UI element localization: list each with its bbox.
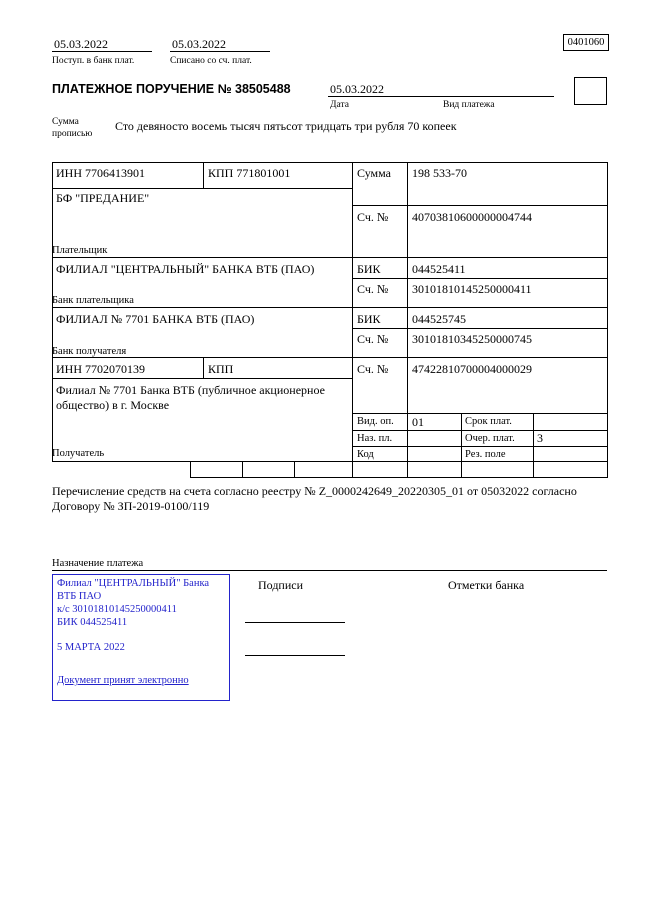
payer-name: БФ "ПРЕДАНИЕ" — [56, 191, 150, 205]
divider-line — [52, 257, 607, 258]
divider-line — [352, 278, 607, 279]
document-date-value: 05.03.2022 — [330, 82, 384, 96]
bank-stamp — [52, 574, 230, 701]
payer-label: Плательщик — [52, 245, 108, 256]
date-received-underline — [52, 51, 152, 52]
ocher-plat-label: Очер. плат. — [465, 433, 515, 444]
ocher-plat-value: 3 — [537, 431, 543, 445]
payer-inn: ИНН 7706413901 — [56, 166, 145, 180]
payee-bank-bik: 044525745 — [412, 312, 466, 326]
purpose-text: Перечисление средств на счета согласно реестру № Z_0000242649_20220305_01 от 05032022 согласно Договору № ЗП-2019-0100/119 — [52, 484, 577, 514]
amount-words-label-1: Сумма — [52, 117, 79, 127]
payee-bank-name: ФИЛИАЛ № 7701 БАНКА ВТБ (ПАО) — [56, 312, 255, 326]
divider-line — [242, 461, 243, 477]
document-date-label: Дата — [330, 100, 349, 110]
divider-line — [294, 461, 295, 477]
signatures-label: Подписи — [258, 578, 304, 592]
payer-bank-account: 30101810145250000411 — [412, 282, 532, 296]
payee-account: 47422810700004000029 — [412, 362, 532, 376]
amount-words-value: Сто девяносто восемь тысяч пятьсот тридцать три рубля 70 копеек — [115, 119, 457, 133]
divider-line — [52, 307, 607, 308]
divider-line — [352, 328, 607, 329]
naz-pl-label: Наз. пл. — [357, 433, 393, 444]
bank-marks-label: Отметки банка — [448, 578, 525, 592]
divider-line — [190, 461, 191, 477]
table-left-border — [52, 162, 53, 461]
payer-bank-bik: 044525411 — [412, 262, 466, 276]
srok-plat-label: Срок плат. — [465, 416, 512, 427]
payer-bank-account-label: Сч. № — [357, 282, 389, 296]
payee-label: Получатель — [52, 448, 105, 459]
date-debited-underline — [170, 51, 270, 52]
form-code-value: 0401060 — [567, 37, 605, 48]
date-debited-value: 05.03.2022 — [172, 37, 226, 51]
stamp-bank-name-1: Филиал "ЦЕНТРАЛЬНЫЙ" Банка — [57, 578, 210, 589]
payee-name: Филиал № 7701 Банка ВТБ (публичное акционерное общество) в г. Москве — [56, 383, 325, 413]
divider-line — [352, 430, 607, 431]
payee-bank-bik-label: БИК — [357, 312, 381, 326]
divider-line — [352, 461, 353, 477]
date-received-label: Поступ. в банк плат. — [52, 56, 135, 66]
form-code-box — [563, 34, 609, 51]
divider-line — [461, 413, 462, 461]
payee-kpp-label: КПП — [208, 362, 234, 376]
sum-label: Сумма — [357, 166, 391, 180]
divider-line — [352, 162, 353, 461]
divider-line — [533, 461, 534, 477]
stamp-corr-account: к/с 30101810145250000411 — [57, 604, 177, 616]
payment-kind-box — [574, 77, 607, 105]
date-received-value: 05.03.2022 — [54, 37, 108, 51]
divider-line — [52, 357, 607, 358]
document-title: ПЛАТЕЖНОЕ ПОРУЧЕНИЕ № 38505488 — [52, 82, 291, 96]
fields-row-bottom-line — [190, 477, 608, 478]
divider-line — [52, 188, 352, 189]
kod-label: Код — [357, 449, 374, 460]
vid-op-value: 01 — [412, 415, 424, 429]
divider-line — [352, 446, 607, 447]
amount-words-label-2: прописью — [52, 129, 93, 139]
divider-line — [533, 413, 534, 461]
payer-bank-label: Банк плательщика — [52, 295, 134, 306]
divider-line — [203, 357, 204, 378]
stamp-bank-name-2: ВТБ ПАО — [57, 591, 102, 603]
divider-line — [607, 461, 608, 477]
vid-op-label: Вид. оп. — [357, 416, 394, 427]
table-bottom-line — [52, 461, 607, 462]
payee-bank-label: Банк получателя — [52, 346, 127, 357]
divider-line — [52, 378, 352, 379]
document-date-underline — [328, 96, 554, 97]
payee-bank-account-label: Сч. № — [357, 332, 389, 346]
table-top-line — [52, 162, 607, 163]
date-debited-label: Списано со сч. плат. — [170, 56, 252, 66]
rez-pole-label: Рез. поле — [465, 449, 506, 460]
payer-bank-bik-label: БИК — [357, 262, 381, 276]
payee-inn: ИНН 7702070139 — [56, 362, 145, 376]
payer-kpp: КПП 771801001 — [208, 166, 291, 180]
payer-bank-name: ФИЛИАЛ "ЦЕНТРАЛЬНЫЙ" БАНКА ВТБ (ПАО) — [56, 262, 315, 276]
stamp-date: 5 МАРТА 2022 — [57, 642, 125, 654]
table-right-border — [607, 162, 608, 461]
signature-line-1 — [245, 622, 345, 623]
divider-line — [461, 461, 462, 477]
divider-line — [352, 413, 607, 414]
payee-account-label: Сч. № — [357, 362, 389, 376]
divider-line — [407, 461, 408, 477]
payer-account: 40703810600000004744 — [412, 210, 532, 224]
purpose-line — [52, 570, 607, 571]
payment-kind-label: Вид платежа — [443, 100, 495, 110]
stamp-note: Документ принят электронно — [57, 675, 189, 687]
purpose-label: Назначение платежа — [52, 558, 144, 569]
divider-line — [203, 162, 204, 188]
divider-line — [352, 205, 607, 206]
signature-line-2 — [245, 655, 345, 656]
sum-value: 198 533-70 — [412, 166, 467, 180]
divider-line — [407, 162, 408, 461]
payer-account-label: Сч. № — [357, 210, 389, 224]
payee-bank-account: 30101810345250000745 — [412, 332, 532, 346]
stamp-bik: БИК 044525411 — [57, 617, 128, 629]
